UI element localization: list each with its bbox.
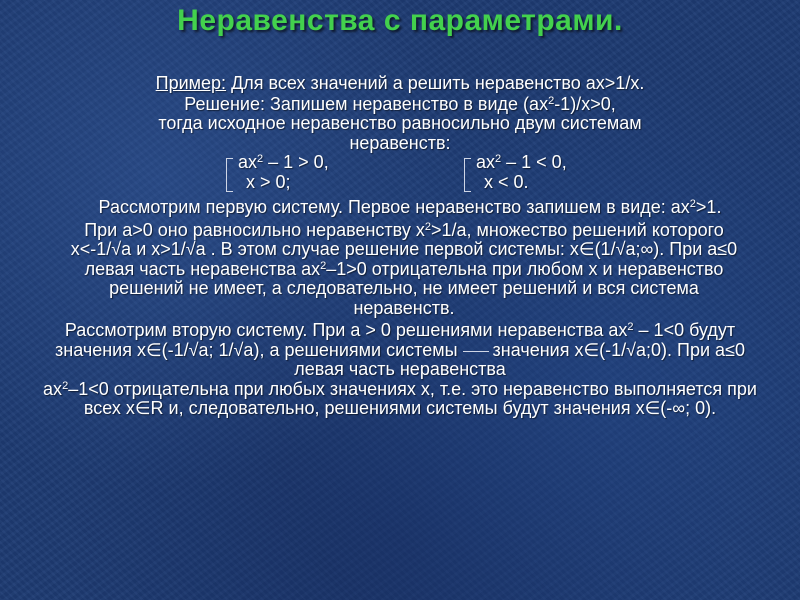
- exponent: 2: [548, 94, 555, 107]
- dash-mark: [463, 351, 489, 352]
- slide-body: [38, 74, 762, 419]
- system-1: [238, 153, 329, 192]
- systems-block: [38, 153, 762, 195]
- slide-title: Неравенства с параметрами.: [177, 4, 623, 37]
- system-1-line-1: $ах^2 - 1 > 0$,: [238, 152, 329, 172]
- system-brace: [464, 158, 471, 192]
- system-2: [476, 153, 567, 192]
- example-line: [38, 74, 762, 94]
- system-2-line-1: $ах^2 - 1 < 0$,: [476, 152, 567, 172]
- system-1-line-2: х > 0;: [246, 171, 291, 192]
- solution-text-end: -1)/х>0,: [554, 93, 616, 114]
- example-text: Для всех значений а решить неравенство ах>1/х.: [226, 73, 645, 93]
- system-2-line-2: х < 0.: [484, 171, 529, 192]
- system-brace: [226, 158, 233, 192]
- paragraph-first-system-solution: При а>0 оно равносильно неравенству $х^2>1/а$, множество решений которого х<-1/√а и х>1/√а . В этом случае решение первой системы: х∈(1/√а;∞). При а≤0 левая часть неравенства $ах^2-1>0$ отрицательна при любом х и неравенство решений не имеет, а следовательно, не имеет решений и вся система неравенств.: [70, 219, 738, 318]
- solution-line: [38, 95, 762, 115]
- paragraph-second-system-conclusion: $ах^2-1<0$ отрицательна при любых значениях х, т.е. это неравенство выполняется при всех х∈R и, следовательно, решениями системы будут значения х∈(-∞; 0).: [43, 378, 757, 418]
- solution-text: Решение: Запишем неравенство в виде (ах: [184, 93, 549, 114]
- equivalence-text: тогда исходное неравенство равносильно двум системам неравенств:: [158, 113, 642, 153]
- example-label: Пример:: [155, 73, 227, 93]
- paragraph-first-system: Рассмотрим первую систему. Первое неравенство запишем в виде: $ах^2>1$.: [98, 197, 722, 217]
- paragraph-second-system: Рассмотрим вторую систему. При а > 0 решениями неравенства $ах^2 - 1<0$ будут значения х∈(-1/√а; 1/√а), а решениями системы значения х∈(-1/√а;0). При а≤0 левая часть неравенства: [55, 320, 745, 379]
